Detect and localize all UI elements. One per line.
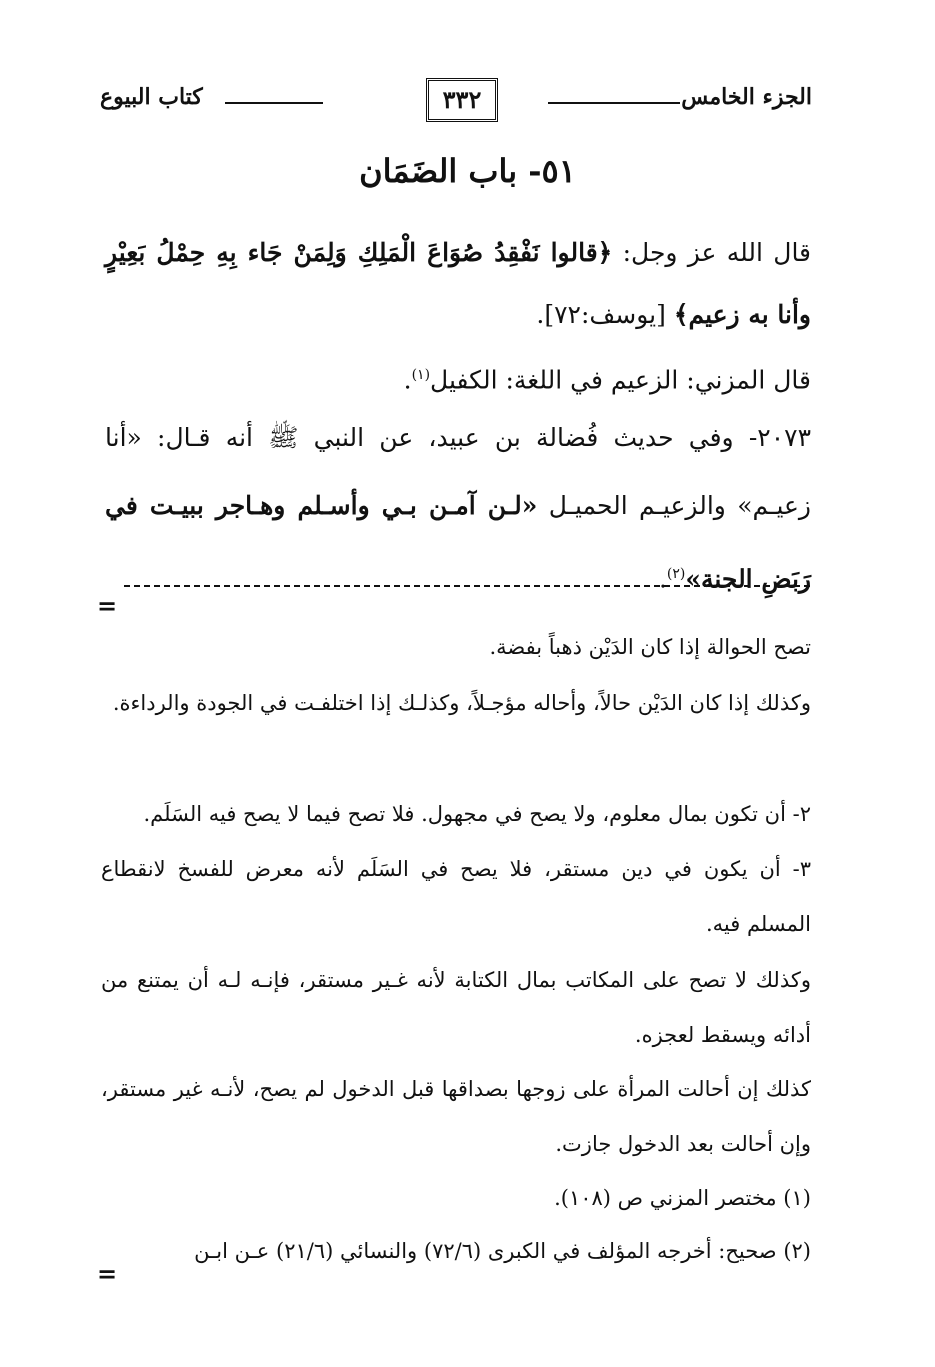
page-number: ٣٣٢ — [426, 78, 498, 122]
footnote-separator — [124, 585, 810, 587]
book-label: كتاب البيوع — [100, 84, 203, 110]
period: . — [403, 365, 412, 395]
verse-reference: [يوسف:٧٢]. — [536, 300, 674, 329]
continuation-mark: = — [97, 1259, 118, 1288]
continuation-line: وكذلك إذا كان الدَيْن حالاً، وأحاله مؤجـلاً، وكذلـك إذا اختلفـت في الجودة والرداءة. — [112, 691, 811, 715]
continuation-line: كذلك إن أحالت المرأة على زوجها بصداقها قبل الدخول لم يصح، لأنـه غير مستقر، وإن أحالت بعد الدخول جازت. — [101, 1077, 811, 1156]
continuation-line: ٣- أن يكون في دين مستقر، فلا يصح في السَلَم لأنه معرض للفسخ لانقطاع المسلم فيه. — [101, 857, 811, 936]
hadith-text: ٢٠٧٣- وفي حديث فُضالة بن عبيد، عن النبي ﷺ أنه قـال: «أنا زعيـم» والزعيـم الحميـل — [105, 423, 811, 520]
volume-label: الجزء الخامس — [681, 84, 812, 110]
muzani-paragraph — [105, 344, 811, 411]
header-rule — [225, 102, 323, 104]
footnote-1: (١) مختصر المزني ص (١٠٨). — [554, 1186, 811, 1210]
header-rule — [548, 102, 680, 104]
hadith-quote: «لـن آمـن بـي وأسـلم وهـاجر ببيـت في رَبَضِ الجنة» — [105, 491, 811, 594]
chapter-title: ٥١- باب الضَمَان — [359, 152, 576, 190]
intro-text: قال الله عز وجل: — [612, 238, 812, 267]
muzani-text: قال المزني: الزعيم في اللغة: الكفيل — [430, 365, 811, 395]
running-header — [100, 78, 812, 124]
quran-paragraph — [105, 222, 811, 346]
continuation-line: تصح الحوالة إذا كان الدَيْن ذهباً بفضة. — [489, 635, 811, 659]
continuation-mark: = — [97, 591, 118, 620]
footnote-ref: (١) — [411, 367, 431, 383]
period: . — [658, 564, 667, 594]
footnote-ref: (٢) — [666, 566, 686, 582]
continuation-line: وكذلك لا تصح على المكاتب بمال الكتابة لأنه غـير مستقر، فإنـه لـه أن يمتنع من أدائه ويسقط لعجزه. — [101, 968, 811, 1047]
continuation-line: ٢- أن تكون بمال معلوم، ولا يصح في مجهول. فلا تصح فيما لا يصح فيه السَلَم. — [143, 802, 811, 826]
verse-text: ﴿قالوا نَفْقِدُ صُوَاعَ الْمَلِكِ وَلِمَنْ جَاء بِهِ حِمْلُ بَعِيْرٍ وأنا به زعيم﴾ — [105, 238, 811, 329]
footnote-2: (٢) صحيح: أخرجه المؤلف في الكبرى (٧٢/٦) والنسائي (٢١/٦) عـن ابـن — [194, 1239, 811, 1263]
hadith-paragraph — [105, 404, 811, 613]
